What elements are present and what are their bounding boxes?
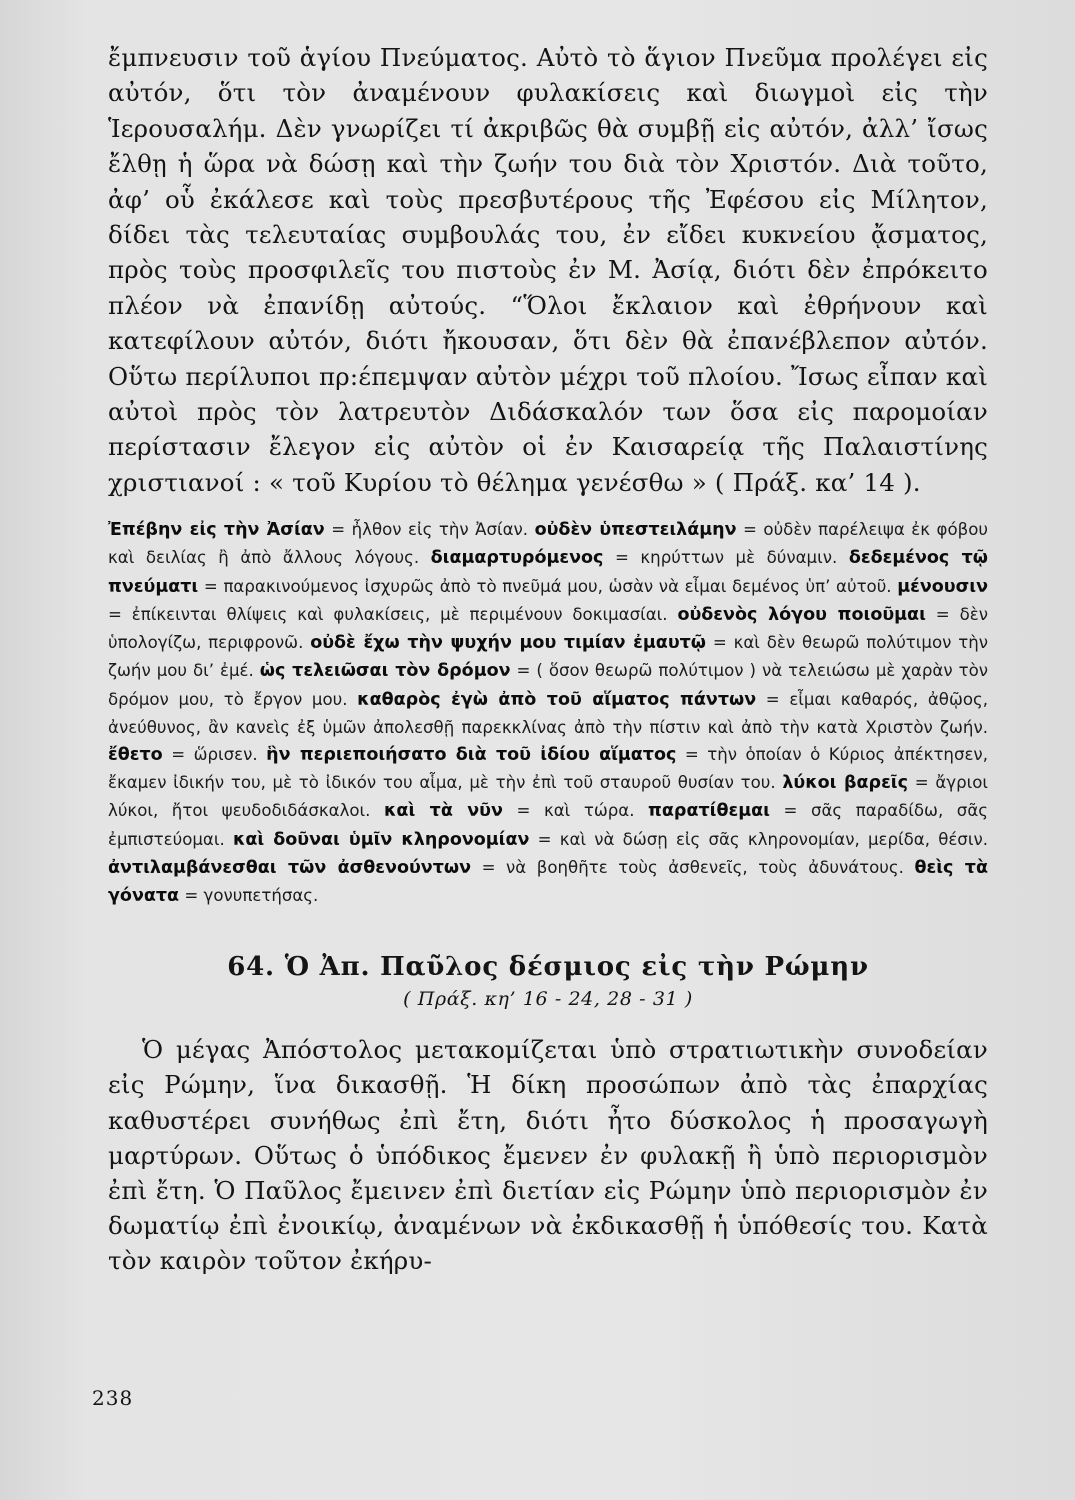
note-0: Ἐπέβην εἰς τὴν Ἀσίαν = ἦλθον εἰς τὴν Ἀσίαν. — [108, 520, 535, 541]
note-3: δεδεμένος τῷ πνεύματι = παρακινούμενος ἰσχυρῶς ἀπὸ τὸ πνεῦμά μου, ὡσὰν νὰ εἶμαι δεμένος ὑπ’ αὐτοῦ. — [108, 548, 989, 597]
note-8: καθαρὸς ἐγὼ ἀπὸ τοῦ αἵματος πάντων = εἶμαι καθαρός, ἀθῷος, ἀνεύθυνος, ἂν κανεὶς ἐξ ὑμῶν ἀπολεσθῇ παρεκκλίνας ἀπὸ τὴν πίστιν καὶ ἀπὸ τὴν κατὰ Χριστὸν ζωήν. — [108, 689, 989, 737]
body-paragraph-2: Ὁ μέγας Ἀπόστολος μετακομίζεται ὑπὸ στρατιωτικὴν συνοδείαν εἰς Ρώμην, ἵνα δικασθῇ. Ἡ δίκη προσώπων ἀπὸ τὰς ἐπαρχίας καθυστέρει συνήθως ἐπὶ ἔτη, διότι ἦτο δύσκολος ἡ προσαγωγὴ μαρτύρων. Οὕτως ὁ ὑπόδικος ἔμενεν ἐν φυλακῇ ἢ ὑπὸ περιορισμὸν ἐπὶ ἔτη. Ὁ Παῦλος ἔμεινεν ἐπὶ διετίαν εἰς Ρώμην ὑπὸ περιορισμὸν ἐν δωματίῳ ἐπὶ ἐνοικίῳ, ἀναμένων νὰ ἐκδικασθῇ ἡ ὑπόθεσίς του. Κατὰ τὸν καιρὸν τοῦτον ἐκήρυ- — [108, 1035, 988, 1276]
note-5: οὐδενὸς λόγου ποιοῦμαι = δὲν ὑπολογίζω, περιφρονῶ. — [108, 604, 988, 653]
section-reference: ( Πράξ. κη’ 16 - 24, 28 - 31 ) — [403, 988, 693, 1011]
note-4: μένουσιν = ἐπίκεινται θλίψεις καὶ φυλακίσεις, μὲ περιμένουν δοκιμασίαι. — [108, 576, 988, 624]
note-12: καὶ τὰ νῦν = καὶ τώρα. — [384, 801, 649, 822]
note-2: διαμαρτυρόμενος = κηρύττων μὲ δύναμιν. — [430, 548, 849, 569]
note-10: ἣν περιεποιήσατο διὰ τοῦ ἰδίου αἵματος = τὴν ὁποίαν ὁ Κύριος ἀπέκτησεν, ἔκαμεν ἰδικήν του, μὲ τὸ ἰδικόν του αἷμα, μὲ τὴν ἐπὶ τοῦ σταυροῦ θυσίαν του. — [108, 744, 988, 793]
note-1: οὐδὲν ὑπεστειλάμην = οὐδὲν παρέλειψα ἐκ φόβου καὶ δειλίας ἢ ἀπὸ ἄλλους λόγους. — [108, 520, 988, 568]
page-number: 238 — [92, 1386, 134, 1410]
section-heading: 64. Ὁ Ἀπ. Παῦλος δέσμιος εἰς τὴν Ρώμην — [227, 952, 869, 983]
note-6: οὐδὲ ἔχω τὴν ψυχήν μου τιμίαν ἐμαυτῷ = καὶ δὲν θεωρῶ πολύτιμον τὴν ζωήν μου δι’ ἐμέ. — [108, 633, 988, 681]
note-9: ἔθετο = ὥρισεν. — [108, 744, 267, 765]
note-7: ὡς τελειῶσαι τὸν δρόμον = ( ὅσον θεωρῶ πολύτιμον ) νὰ τελειώσω μὲ χαρὰν τὸν δρόμον μου, τὸ ἔργον μου. — [108, 661, 988, 709]
note-15: ἀντιλαμβάνεσθαι τῶν ἀσθενούντων = νὰ βοηθῆτε τοὺς ἀσθενεῖς, τοὺς ἀδυνάτους. — [108, 857, 915, 878]
note-14: καὶ δοῦναι ὑμῖν κληρονομίαν = καὶ νὰ δώσῃ εἰς σᾶς κληρονομίαν, μερίδα, θέσιν. — [232, 829, 988, 850]
text-column — [108, 40, 988, 1279]
note-13: παρατίθεμαι = σᾶς παραδίδω, σᾶς ἐμπιστεύομαι. — [108, 801, 988, 849]
note-16: θεὶς τὰ γόνατα = γονυπετήσας. — [108, 857, 988, 906]
note-11: λύκοι βαρεῖς = ἄγριοι λύκοι, ἤτοι ψευδοδιδάσκαλοι. — [108, 773, 988, 821]
body-paragraph-1: ἔμπνευσιν τοῦ ἁγίου Πνεύματος. Αὐτὸ τὸ ἅγιον Πνεῦμα προλέγει εἰς αὐτόν, ὅτι τὸν ἀναμένουν φυλακίσεις καὶ διωγμοὶ εἰς τὴν Ἱερουσαλήμ. Δὲν γνωρίζει τί ἀκριβῶς θὰ συμβῇ εἰς αὐτόν, ἀλλ’ ἴσως ἔλθῃ ἡ ὥρα νὰ δώσῃ καὶ τὴν ζωήν του διὰ τὸν Χριστόν. Διὰ τοῦτο, ἀφ’ οὗ ἐκάλεσε καὶ τοὺς πρεσβυτέρους τῆς Ἐφέσου εἰς Μίλητον, δίδει τὰς τελευταίας συμβουλάς του, ἐν εἴδει κυκνείου ᾄσματος, πρὸς τοὺς προσφιλεῖς του πιστοὺς ἐν Μ. Ἀσίᾳ, διότι δὲν ἐπρόκειτο πλέον νὰ ἐπανίδῃ αὐτούς. “Ὅλοι ἔκλαιον καὶ ἐθρήνουν καὶ κατεφίλουν αὐτόν, διότι ἤκουσαν, ὅτι δὲν θὰ ἐπανέβλεπον αὐτόν. Οὕτω περίλυποι πρ:έπεμψαν αὐτὸν μέχρι τοῦ πλοίου. Ἴσως εἶπαν καὶ αὐτοὶ πρὸς τὸν λατρευτὸν Διδάσκαλόν των ὅσα εἰς παρομοίαν περίστασιν ἔλεγον εἰς αὐτὸν οἱ ἐν Καισαρείᾳ τῆς Παλαιστίνης χριστιανοί : « τοῦ Κυρίου τὸ θέλημα γενέσθω » ( Πράξ. κα’ 14 ). — [108, 43, 988, 497]
glossary-notes — [108, 516, 988, 910]
